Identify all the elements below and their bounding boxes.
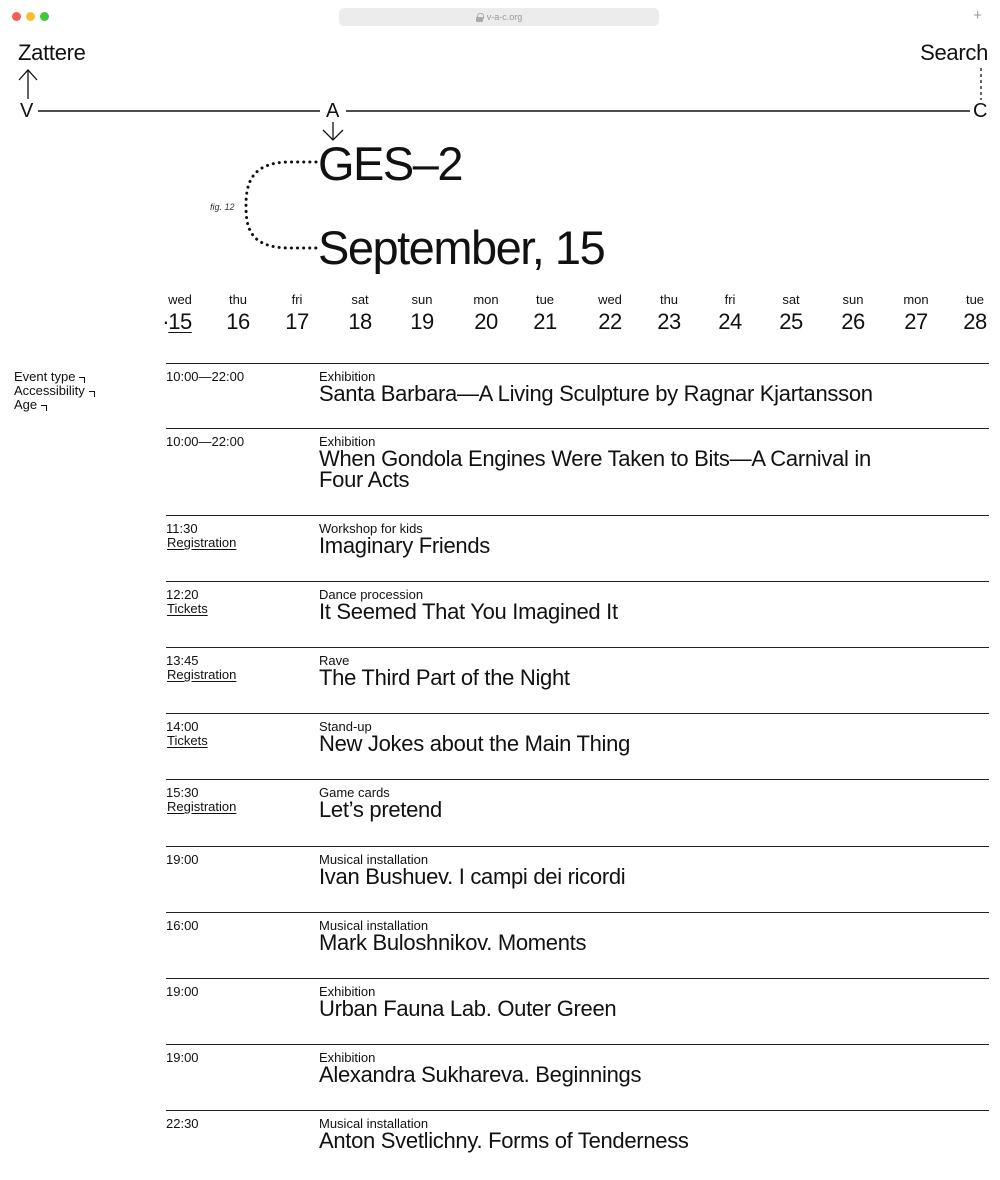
nav-zattere-link[interactable]: Zattere	[18, 40, 86, 65]
event-title[interactable]: Santa Barbara—A Living Sculpture by Ragnar Kjartansson	[319, 381, 873, 406]
day-number: 25	[779, 309, 803, 334]
calendar-day[interactable]	[896, 292, 936, 336]
calendar-day[interactable]	[340, 292, 380, 336]
event-row[interactable]	[166, 779, 989, 846]
filter-age[interactable]	[14, 398, 95, 412]
event-time: 14:00	[166, 719, 199, 734]
event-time: 22:30	[166, 1116, 199, 1131]
event-type: Musical installation	[319, 852, 429, 867]
event-time: 19:00	[166, 852, 199, 867]
event-row[interactable]	[166, 363, 989, 428]
event-type: Musical installation	[319, 918, 429, 933]
event-type: Rave	[319, 653, 350, 668]
event-title[interactable]: Alexandra Sukhareva. Beginnings	[319, 1062, 642, 1087]
event-type: Workshop for kids	[319, 521, 423, 536]
new-tab-button[interactable]: +	[973, 7, 982, 24]
event-title[interactable]: Anton Svetlichny. Forms of Tenderness	[319, 1128, 689, 1153]
event-title[interactable]: New Jokes about the Main Thing	[319, 731, 630, 756]
day-of-week: mon	[903, 292, 929, 307]
figure-label: fig. 12	[210, 202, 235, 212]
day-number: 23	[657, 309, 681, 334]
event-title[interactable]: Ivan Bushuev. I campi dei ricordi	[319, 864, 626, 889]
event-title[interactable]: Let’s pretend	[319, 797, 442, 822]
url-text: v-a-c.org	[486, 12, 523, 22]
day-number: 24	[718, 309, 742, 334]
day-of-week: sat	[351, 292, 369, 307]
day-number: 21	[533, 309, 557, 334]
day-of-week: thu	[659, 292, 679, 307]
calendar-day[interactable]	[160, 292, 200, 336]
calendar-day[interactable]	[218, 292, 258, 336]
day-number: · 15	[160, 308, 200, 336]
event-row[interactable]	[166, 713, 989, 779]
calendar-day[interactable]	[466, 292, 506, 336]
day-number: 27	[904, 309, 928, 334]
day-of-week: wed	[598, 292, 622, 307]
event-time: 19:00	[166, 984, 199, 999]
event-title[interactable]: It Seemed That You Imagined It	[319, 599, 618, 624]
day-number: 19	[410, 309, 434, 334]
event-time: 16:00	[166, 918, 199, 933]
calendar-day[interactable]	[277, 292, 317, 336]
day-number: 18	[348, 309, 372, 334]
event-type: Dance procession	[319, 587, 424, 602]
event-row[interactable]	[166, 515, 989, 581]
event-title[interactable]: Mark Buloshnikov. Moments	[319, 930, 587, 955]
event-row[interactable]	[166, 581, 989, 647]
event-type: Musical installation	[319, 1116, 429, 1131]
event-time: 19:00	[166, 1050, 199, 1065]
event-row[interactable]	[166, 647, 989, 713]
day-of-week: thu	[228, 292, 248, 307]
event-row[interactable]	[166, 846, 989, 912]
day-of-week: tue	[965, 292, 985, 307]
calendar-day[interactable]	[525, 292, 565, 336]
event-type: Exhibition	[319, 1050, 376, 1065]
event-row[interactable]	[166, 1044, 989, 1110]
corner-arrow-icon	[89, 391, 95, 397]
event-title[interactable]: Urban Fauna Lab. Outer Green	[319, 996, 617, 1021]
logo-letter-a[interactable]: A	[326, 100, 340, 122]
event-row[interactable]	[166, 978, 989, 1044]
event-type: Exhibition	[319, 369, 376, 384]
event-time: 12:20	[166, 587, 199, 602]
event-time: 10:00—22:00	[166, 369, 245, 384]
event-type: Stand-up	[319, 719, 372, 734]
event-time: 13:45	[166, 653, 199, 668]
filter-label: Accessibility	[14, 383, 85, 398]
calendar-day[interactable]	[649, 292, 689, 336]
calendar-day[interactable]	[402, 292, 442, 336]
filter-event-type[interactable]	[14, 370, 95, 384]
event-row[interactable]	[166, 912, 989, 978]
logo-letter-v[interactable]: V	[20, 100, 34, 122]
filter-label: Age	[14, 397, 38, 412]
venue-title: GES–2	[318, 137, 463, 190]
registration-link[interactable]: Registration	[167, 667, 237, 682]
event-type: Exhibition	[319, 984, 376, 999]
calendar-day[interactable]	[590, 292, 630, 336]
day-of-week: tue	[535, 292, 555, 307]
event-row[interactable]	[166, 428, 989, 515]
day-of-week: fri	[724, 292, 736, 307]
filter-label: Event type	[14, 369, 76, 384]
search-link[interactable]: Search	[920, 40, 988, 65]
calendar-day[interactable]	[955, 292, 995, 336]
day-of-week: sun	[842, 292, 864, 307]
calendar-day[interactable]	[710, 292, 750, 336]
day-of-week: fri	[291, 292, 303, 307]
event-title[interactable]: Imaginary Friends	[319, 533, 490, 558]
event-time: 11:30	[166, 521, 198, 536]
event-row[interactable]	[166, 1110, 989, 1176]
tickets-link[interactable]: Tickets	[167, 733, 208, 748]
day-number: 17	[285, 309, 309, 334]
event-type: Exhibition	[319, 434, 376, 449]
date-title: September, 15	[318, 221, 605, 274]
corner-arrow-icon	[41, 405, 47, 411]
event-title[interactable]: When Gondola Engines Were Taken to Bits—A Carnival in Four Acts	[319, 446, 871, 492]
day-of-week: sat	[782, 292, 800, 307]
day-number: 26	[841, 309, 865, 334]
day-of-week: wed	[168, 292, 192, 307]
event-type: Game cards	[319, 785, 390, 800]
filter-accessibility[interactable]	[14, 384, 95, 398]
day-number: 28	[963, 309, 987, 334]
calendar-day[interactable]	[771, 292, 811, 336]
logo-letter-c[interactable]: C	[973, 100, 988, 122]
day-number: 16	[226, 309, 250, 334]
event-time: 10:00—22:00	[166, 434, 245, 449]
tickets-link[interactable]: Tickets	[167, 601, 208, 616]
filters-panel	[14, 370, 95, 412]
calendar-day[interactable]	[833, 292, 873, 336]
event-title[interactable]: The Third Part of the Night	[319, 665, 570, 690]
registration-link[interactable]: Registration	[167, 799, 237, 814]
day-number: 22	[598, 309, 622, 334]
day-of-week: sun	[411, 292, 433, 307]
day-number: 20	[474, 309, 498, 334]
event-time: 15:30	[166, 785, 199, 800]
registration-link[interactable]: Registration	[167, 535, 237, 550]
day-of-week: mon	[473, 292, 499, 307]
